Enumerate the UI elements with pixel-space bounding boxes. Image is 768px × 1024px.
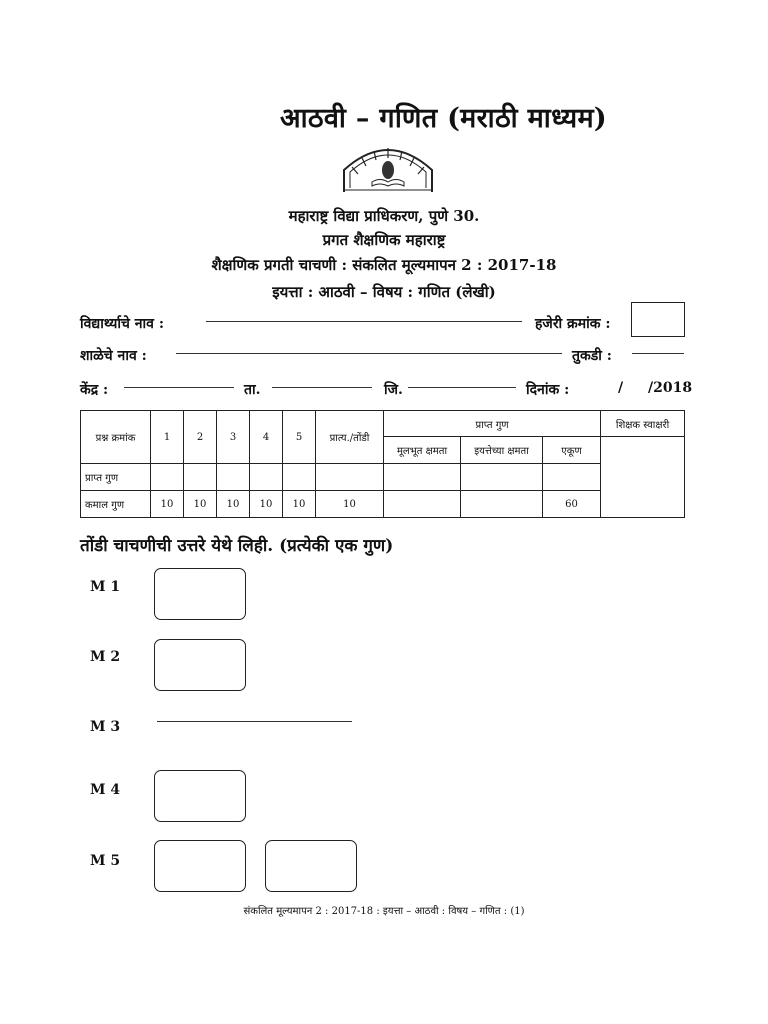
answer-box-m5a[interactable] [154,840,246,892]
taluka-field[interactable] [272,387,372,388]
max-cell-total: 60 [543,491,601,518]
col-header-3: 3 [217,411,250,464]
student-name-field[interactable] [206,321,522,322]
header-line-3: शैक्षणिक प्रगती चाचणी : संकलित मूल्यमापन 2 : 2017-18 [211,256,557,274]
row-max-label: कमाल गुण [81,491,151,518]
header-line-4: इयत्ता : आठवी – विषय : गणित (लेखी) [272,283,496,301]
obtained-cell-oral[interactable] [316,464,384,491]
col-header-4: 4 [250,411,283,464]
question-label-m3: M 3 [90,719,121,735]
col-header-1: 1 [151,411,184,464]
date-label: दिनांक : [526,382,570,398]
district-label: जि. [384,382,403,398]
taluka-label: ता. [244,382,261,398]
teacher-sign-cell[interactable] [601,437,685,518]
q-no-header: प्रश्न क्रमांक [81,411,151,464]
col-header-2: 2 [184,411,217,464]
marks-table [80,410,685,518]
obtained-cell-4[interactable] [250,464,283,491]
max-cell-1: 10 [151,491,184,518]
question-label-m2: M 2 [90,649,121,665]
date-slash: / [618,380,624,396]
obtained-header: प्राप्त गुण [384,411,601,437]
obtained-cell-grade[interactable] [461,464,543,491]
page-footer: संकलित मूल्यमापन 2 : 2017-18 : इयत्ता – आठवी : विषय – गणित : (1) [243,906,525,917]
sub-header-basic: मूलभूत क्षमता [384,437,461,464]
school-name-field[interactable] [176,353,562,354]
district-field[interactable] [408,387,516,388]
oral-instruction: तोंडी चाचणीची उत्तरे येथे लिही. (प्रत्येकी एक गुण) [80,536,394,556]
answer-box-m2[interactable] [154,639,246,691]
col-header-5: 5 [283,411,316,464]
teacher-sign-header: शिक्षक स्वाक्षरी [601,411,685,437]
question-label-m1: M 1 [90,579,121,595]
question-label-m4: M 4 [90,782,121,798]
obtained-cell-5[interactable] [283,464,316,491]
date-year: /2018 [648,380,693,396]
page-title: आठवी – गणित (मराठी माध्यम) [280,103,607,134]
obtained-cell-3[interactable] [217,464,250,491]
board-emblem-icon [336,136,440,196]
max-cell-grade [461,491,543,518]
max-cell-basic [384,491,461,518]
max-cell-5: 10 [283,491,316,518]
sub-header-total: एकूण [543,437,601,464]
student-name-label: विद्यार्थ्याचे नाव : [80,316,164,332]
obtained-cell-2[interactable] [184,464,217,491]
max-cell-oral: 10 [316,491,384,518]
roll-no-box[interactable] [631,302,685,337]
centre-label: केंद्र : [80,382,109,398]
row-obtained-label: प्राप्त गुण [81,464,151,491]
obtained-cell-basic[interactable] [384,464,461,491]
header-line-1: महाराष्ट्र विद्या प्राधिकरण, पुणे 30. [288,207,480,225]
obtained-cell-total[interactable] [543,464,601,491]
sub-header-grade: इयत्तेच्या क्षमता [461,437,543,464]
header-line-2: प्रगत शैक्षणिक महाराष्ट्र [322,231,446,249]
answer-box-m4[interactable] [154,770,246,822]
max-cell-2: 10 [184,491,217,518]
centre-field[interactable] [124,387,234,388]
obtained-cell-1[interactable] [151,464,184,491]
answer-box-m5b[interactable] [265,840,357,892]
oral-header: प्रात्य./तोंडी [316,411,384,464]
school-name-label: शाळेचे नाव : [80,348,147,364]
division-label: तुकडी : [572,348,612,364]
division-field[interactable] [632,353,684,354]
max-cell-3: 10 [217,491,250,518]
question-label-m5: M 5 [90,853,121,869]
max-cell-4: 10 [250,491,283,518]
roll-no-label: हजेरी क्रमांक : [535,316,611,332]
answer-box-m1[interactable] [154,568,246,620]
answer-line-m3[interactable] [157,721,352,722]
